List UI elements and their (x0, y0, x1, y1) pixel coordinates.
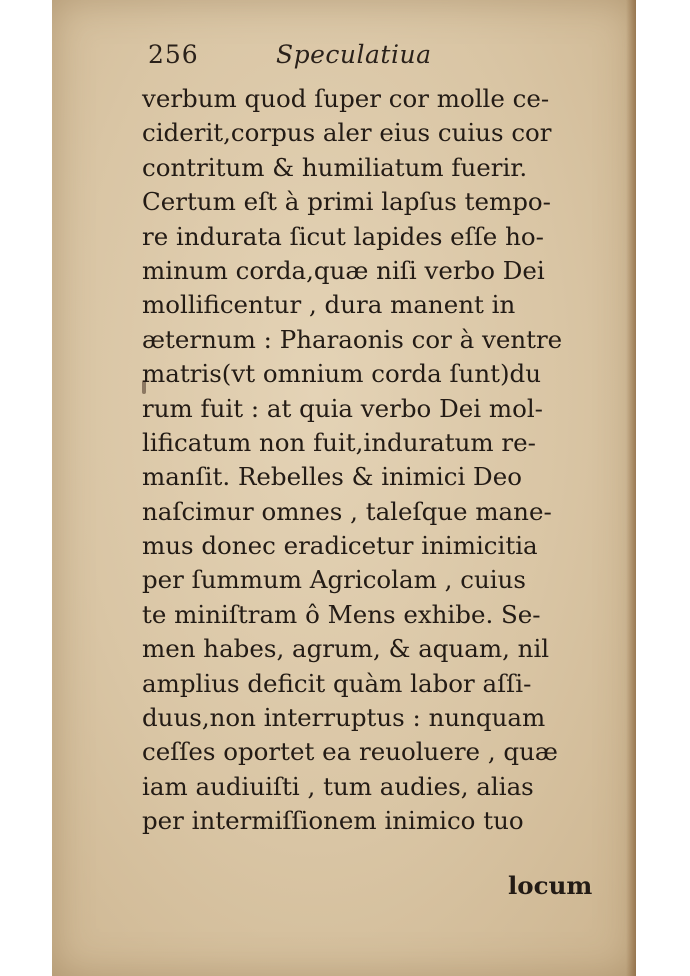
text-line: naſcimur omnes , taleſque mane- (142, 496, 552, 526)
text-line: æternum : Pharaonis cor à ventre (142, 324, 563, 354)
text-line: verbum quod ſuper cor molle ce- (142, 84, 550, 113)
running-head: Speculatiua (276, 40, 432, 69)
body-text (142, 82, 602, 839)
text-line: lificatum non fuit,induratum re- (142, 427, 536, 457)
text-line: per ſummum Agricolam , cuius (142, 565, 526, 595)
text-line: per intermiſſionem inimico tuo (142, 806, 524, 836)
text-line: mus donec eradicetur inimicitia (142, 531, 538, 561)
text-line: men habes, agrum, & aquam, nil (142, 634, 550, 664)
text-line: ceſſes oportet ea reuoluere , quæ (142, 737, 558, 767)
text-line: contritum & humiliatum fuerir. (142, 152, 528, 182)
text-line: te miniſtram ô Mens exhibe. Se- (142, 599, 541, 629)
text-line: matris(vt omnium corda ſunt)du (142, 359, 541, 389)
text-line: duus,non interruptus : nunquam (142, 703, 546, 733)
page-number: 256 (148, 40, 199, 69)
text-line: minum corda,quæ niſi verbo Dei (142, 255, 545, 285)
text-line: manſit. Rebelles & inimici Deo (142, 462, 522, 492)
text-line: mollificentur , dura manent in (142, 290, 516, 320)
text-line: iam audiuiſti , tum audies, alias (142, 771, 534, 801)
book-page (52, 0, 636, 976)
text-line: ciderit,corpus aler eius cuius cor (142, 118, 552, 148)
text-line: rum fuit : at quia verbo Dei mol- (142, 393, 543, 423)
catchword: locum (508, 871, 593, 900)
text-line: Certum eſt à primi lapſus tempo- (142, 187, 551, 217)
text-line: amplius deficit quàm labor aſſi- (142, 668, 532, 698)
page-header (148, 40, 588, 80)
text-line: re indurata ſicut lapides eſſe ho- (142, 221, 544, 251)
